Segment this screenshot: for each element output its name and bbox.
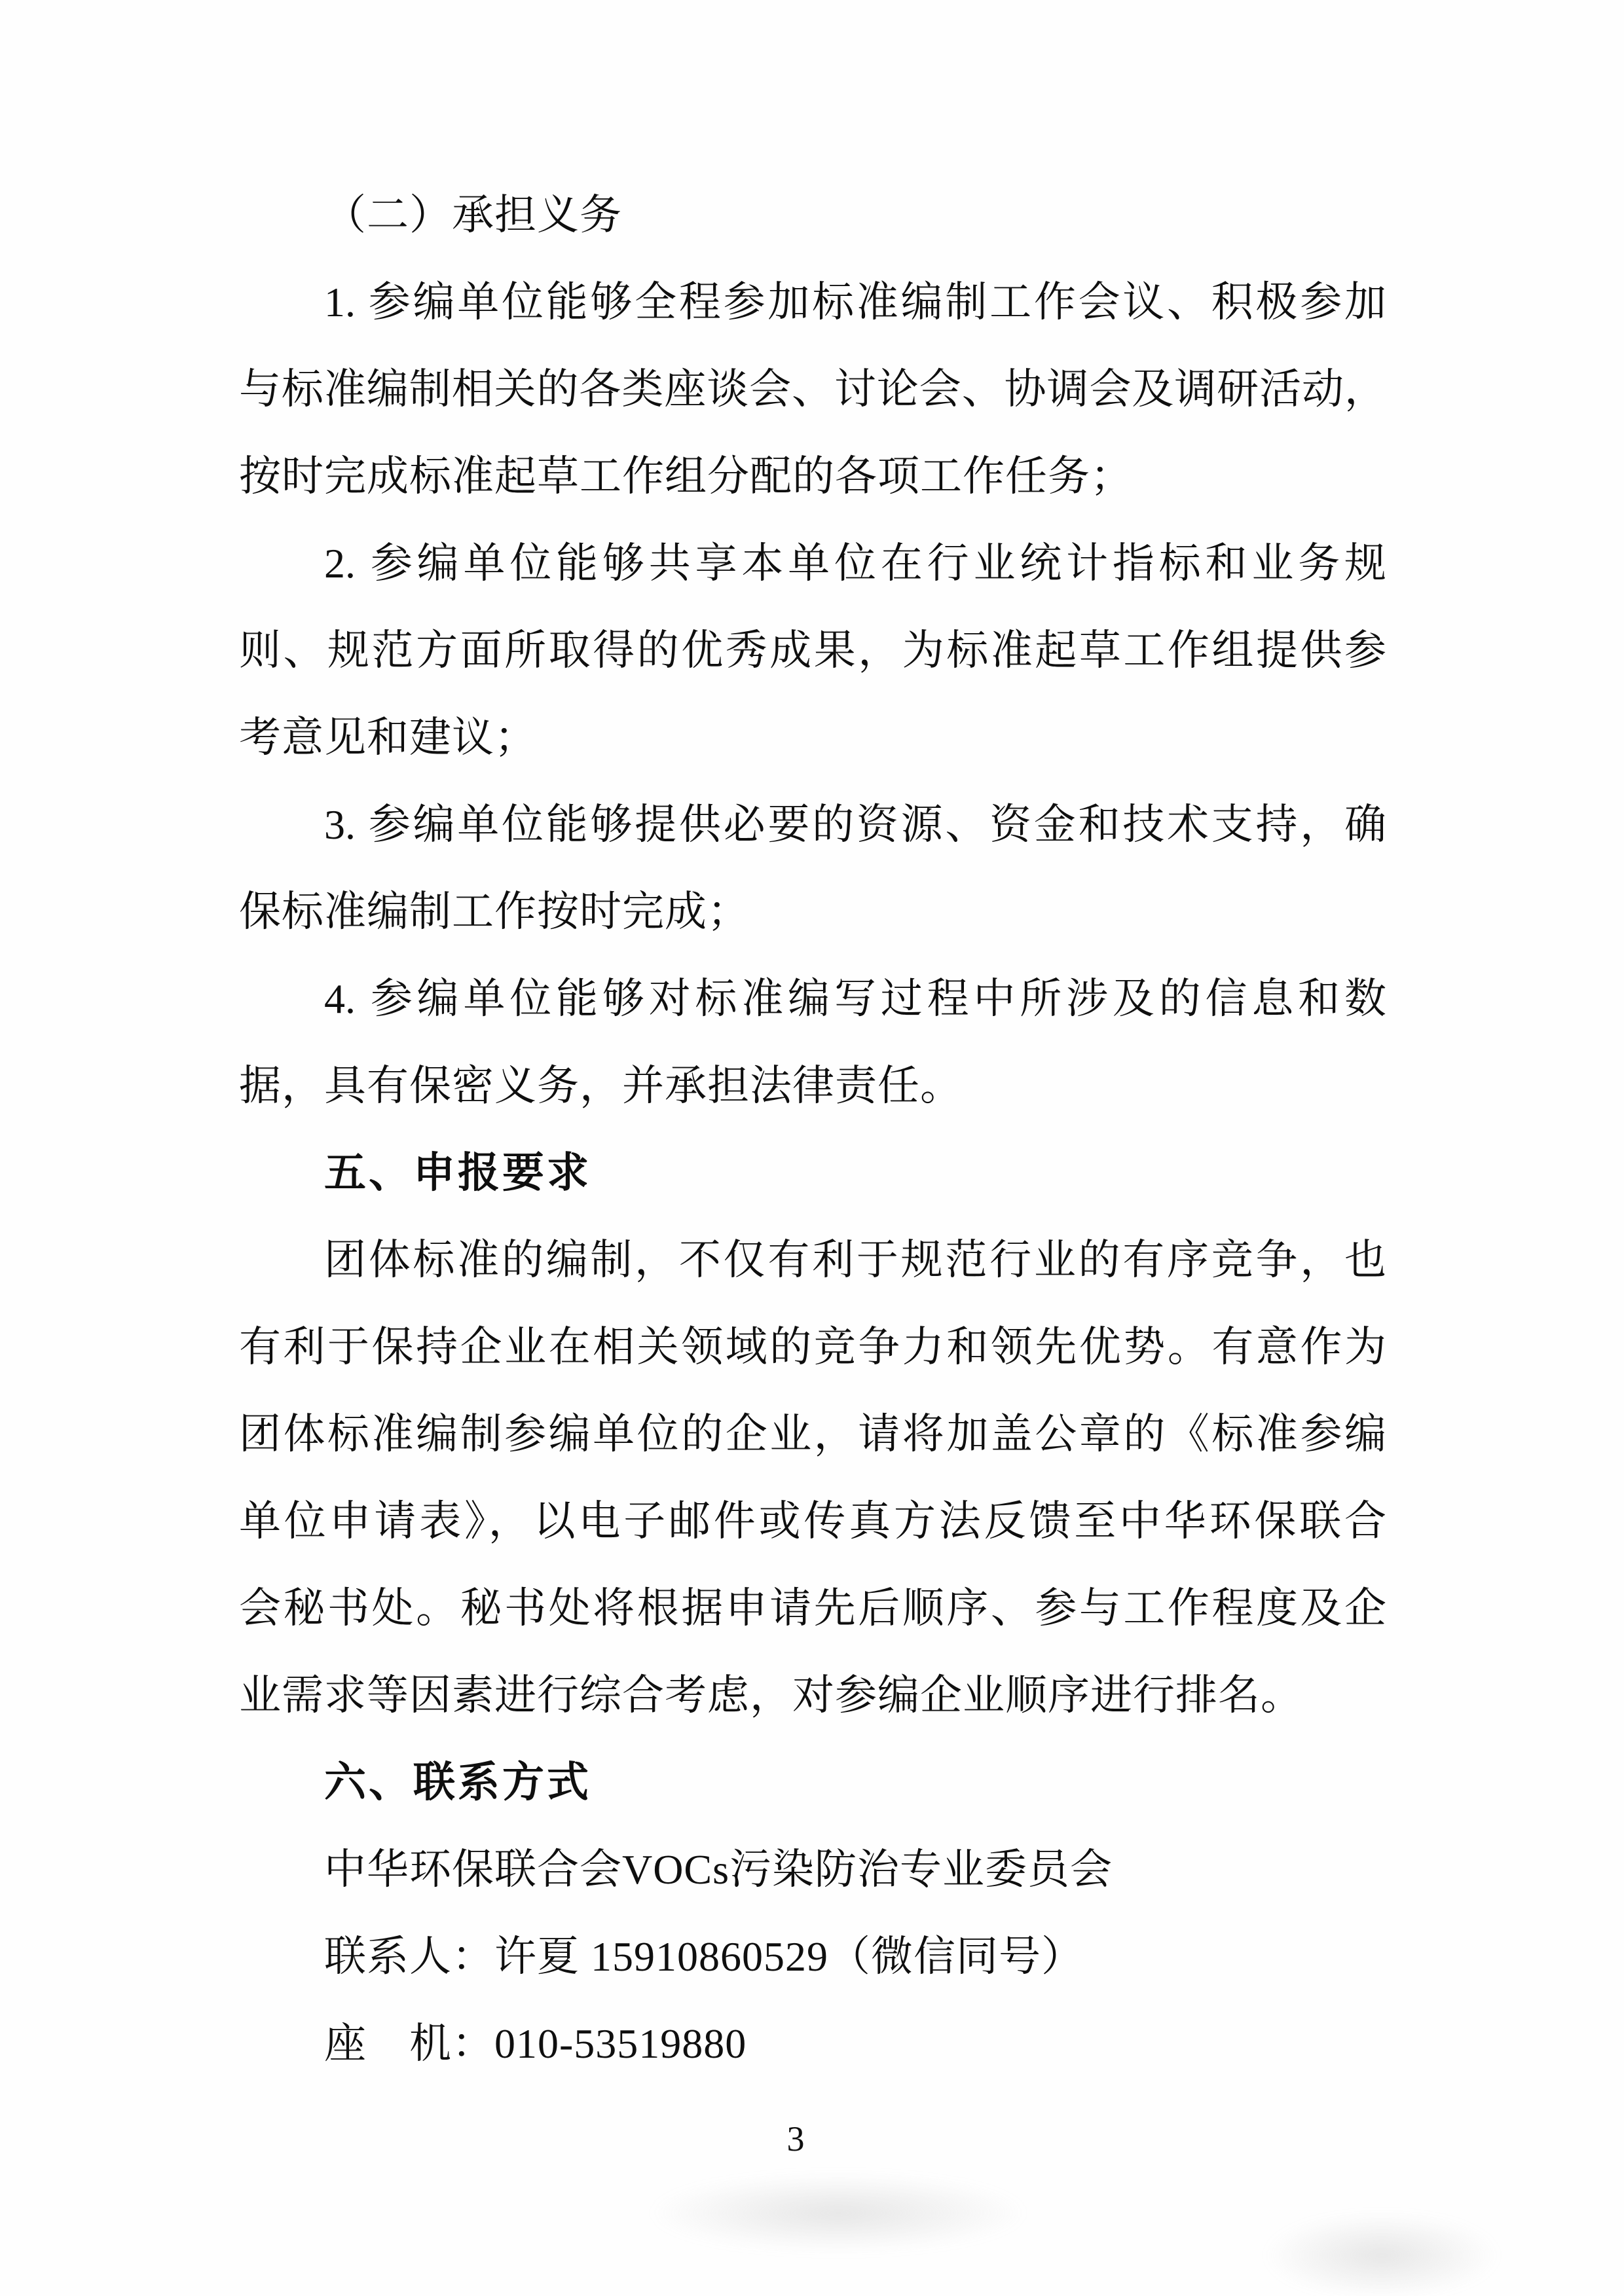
text-line: 4. 参编单位能够对标准编写过程中所涉及的信息和数	[324, 975, 1386, 1022]
text-line: 2. 参编单位能够共享本单位在行业统计指标和业务规	[324, 540, 1386, 587]
text-line: 单位申请表》，以电子邮件或传真方法反馈至中华环保联合	[239, 1498, 1386, 1544]
contact-landline: 座 机：010-53519880	[324, 2020, 747, 2067]
text-line: 考意见和建议；	[239, 714, 537, 761]
text-line: 团体标准的编制，不仅有利于规范行业的有序竞争，也	[324, 1237, 1386, 1283]
page-number: 3	[786, 2119, 805, 2159]
contact-organization: 中华环保联合会VOCs污染防治专业委员会	[324, 1846, 1113, 1893]
scan-smudge	[648, 2174, 1028, 2252]
text-line: 按时完成标准起草工作组分配的各项工作任务；	[239, 453, 1133, 500]
text-line: 3. 参编单位能够提供必要的资源、资金和技术支持，确	[324, 801, 1386, 848]
section-heading-application-requirements: 五、申报要求	[324, 1149, 591, 1196]
text-line: 保标准编制工作按时完成；	[239, 888, 750, 935]
text-line: 会秘书处。秘书处将根据申请先后顺序、参与工作程度及企	[239, 1585, 1386, 1631]
section-heading-contact: 六、联系方式	[324, 1758, 591, 1806]
text-line: 业需求等因素进行综合考虑，对参编企业顺序进行排名。	[239, 1672, 1303, 1719]
document-body	[239, 172, 1386, 2087]
text-line: 1. 参编单位能够全程参加标准编制工作会议、积极参加	[324, 279, 1386, 325]
text-line: 据，具有保密义务，并承担法律责任。	[239, 1063, 963, 1109]
text-line: 团体标准编制参编单位的企业，请将加盖公章的《标准参编	[239, 1411, 1386, 1457]
section-heading-obligations: （二）承担义务	[324, 192, 622, 238]
text-line: 有利于保持企业在相关领域的竞争力和领先优势。有意作为	[239, 1324, 1386, 1370]
scan-smudge	[1264, 2213, 1500, 2296]
text-line: 与标准编制相关的各类座谈会、讨论会、协调会及调研活动，	[239, 366, 1386, 412]
contact-person-phone: 联系人：许夏 15910860529（微信同号）	[324, 1933, 1084, 1980]
text-line: 则、规范方面所取得的优秀成果，为标准起草工作组提供参	[239, 627, 1386, 674]
